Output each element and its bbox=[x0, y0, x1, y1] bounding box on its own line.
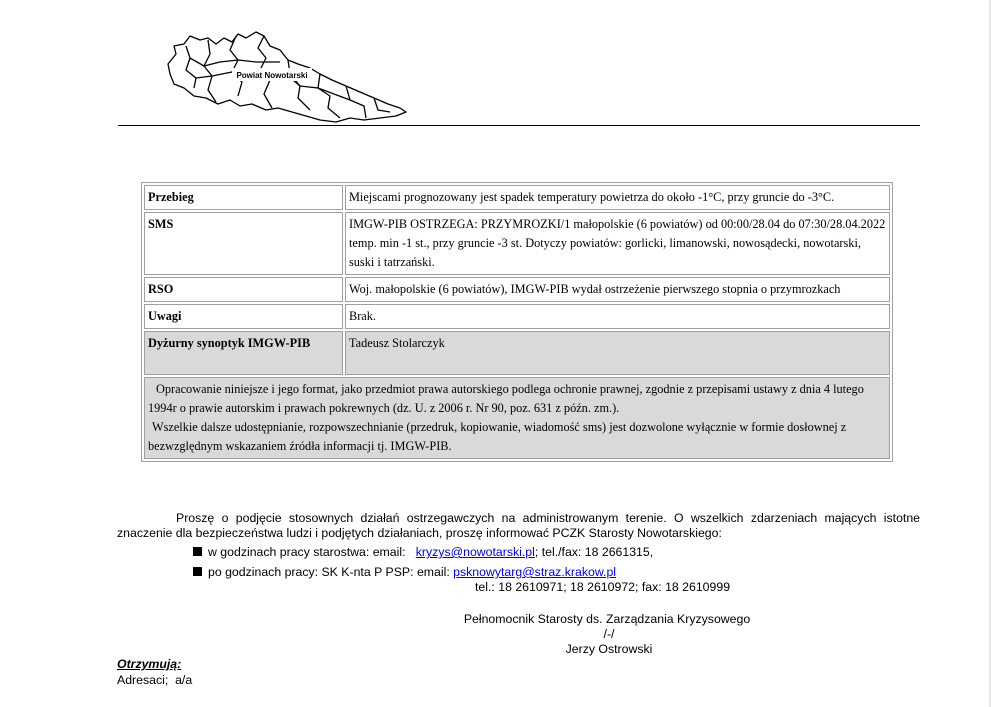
row-label: Uwagi bbox=[144, 304, 343, 329]
table-row bbox=[144, 277, 890, 302]
email-link-kryzys[interactable]: kryzys@nowotarski.pl bbox=[415, 545, 535, 559]
recipients-heading: Otrzymują: bbox=[117, 657, 182, 671]
contact-phone: ; tel./fax: 18 2661315, bbox=[534, 545, 654, 559]
contact-office-hours bbox=[193, 545, 813, 560]
notice-copyright: Opracowanie niniejsze i jego format, jako przedmiot prawa autorskiego podlega ochronie prawnej, zgodnie z przepisami ustawy z dnia 4 lutego 1994r o prawie autorskim i prawach pokrewnych (dz. U. z 2006 r. Nr 90, poz. 631 z późn. zm.). bbox=[148, 382, 864, 415]
signature-name: Jerzy Ostrowski bbox=[565, 642, 653, 656]
row-value: Woj. małopolskie (6 powiatów), IMGW-PIB wydał ostrzeżenie pierwszego stopnia o przymrozkach bbox=[345, 277, 890, 302]
notice-redistribution: Wszelkie dalsze udostępnianie, rozpowszechnianie (przedruk, kopiowanie, wiadomość sms) jest dozwolone wyłącznie w formie dosłownej z bezwzględnym wskazaniem źródła informacji tj. IMGW-PIB. bbox=[148, 420, 847, 453]
table-row bbox=[144, 304, 890, 329]
recipients-list: Adresaci; a/a bbox=[117, 673, 193, 687]
county-map-logo bbox=[160, 24, 410, 128]
square-bullet-icon bbox=[193, 547, 202, 556]
row-label: Dyżurny synoptyk IMGW-PIB bbox=[144, 331, 343, 375]
contact-after-hours bbox=[193, 565, 813, 580]
table-row bbox=[144, 212, 890, 275]
row-label: Przebieg bbox=[144, 185, 343, 210]
contact-label: po godzinach pracy: SK K-nta P PSP: email: bbox=[208, 565, 450, 579]
signature-mark: /-/ bbox=[603, 627, 615, 641]
table-row bbox=[144, 185, 890, 210]
square-bullet-icon bbox=[193, 567, 202, 576]
signature-title: Pełnomocnik Starosty ds. Zarządzania Kryzysowego bbox=[463, 612, 751, 626]
row-value: Tadeusz Stolarczyk bbox=[345, 331, 890, 375]
row-label: SMS bbox=[144, 212, 343, 275]
contact-label: w godzinach pracy starostwa: email: bbox=[208, 545, 406, 559]
row-value: Miejscami prognozowany jest spadek temperatury powietrza do około -1°C, przy gruncie do -3°C. bbox=[345, 185, 890, 210]
row-label: RSO bbox=[144, 277, 343, 302]
row-value: IMGW-PIB OSTRZEGA: PRZYMROZKI/1 małopolskie (6 powiatów) od 00:00/28.04 do 07:30/28.04.2022 temp. min -1 st., przy gruncie -3 st. Dotyczy powiatów: gorlicki, limanowski, nowosądecki, nowotarski, suski i tatrzański. bbox=[345, 212, 890, 275]
table-row bbox=[144, 377, 890, 459]
email-link-psp[interactable]: psknowytarg@straz.krakow.pl bbox=[453, 565, 617, 579]
instruction-paragraph: Proszę o podjęcie stosownych działań ostrzegawczych na administrowanym terenie. O wszelkich zdarzeniach mających istotne znaczenie dla bezpieczeństwa ludzi i podjętych działaniach, proszę informować PCZK Starosty Nowotarskiego: bbox=[117, 511, 920, 540]
warning-table bbox=[141, 182, 893, 462]
row-value: Brak. bbox=[345, 304, 890, 329]
table-row bbox=[144, 331, 890, 375]
logo-label: Powiat Nowotarski bbox=[236, 71, 308, 80]
copyright-notice bbox=[144, 377, 890, 459]
header-rule bbox=[118, 125, 920, 126]
contact-phones: tel.: 18 2610971; 18 2610972; fax: 18 2610999 bbox=[475, 580, 731, 594]
